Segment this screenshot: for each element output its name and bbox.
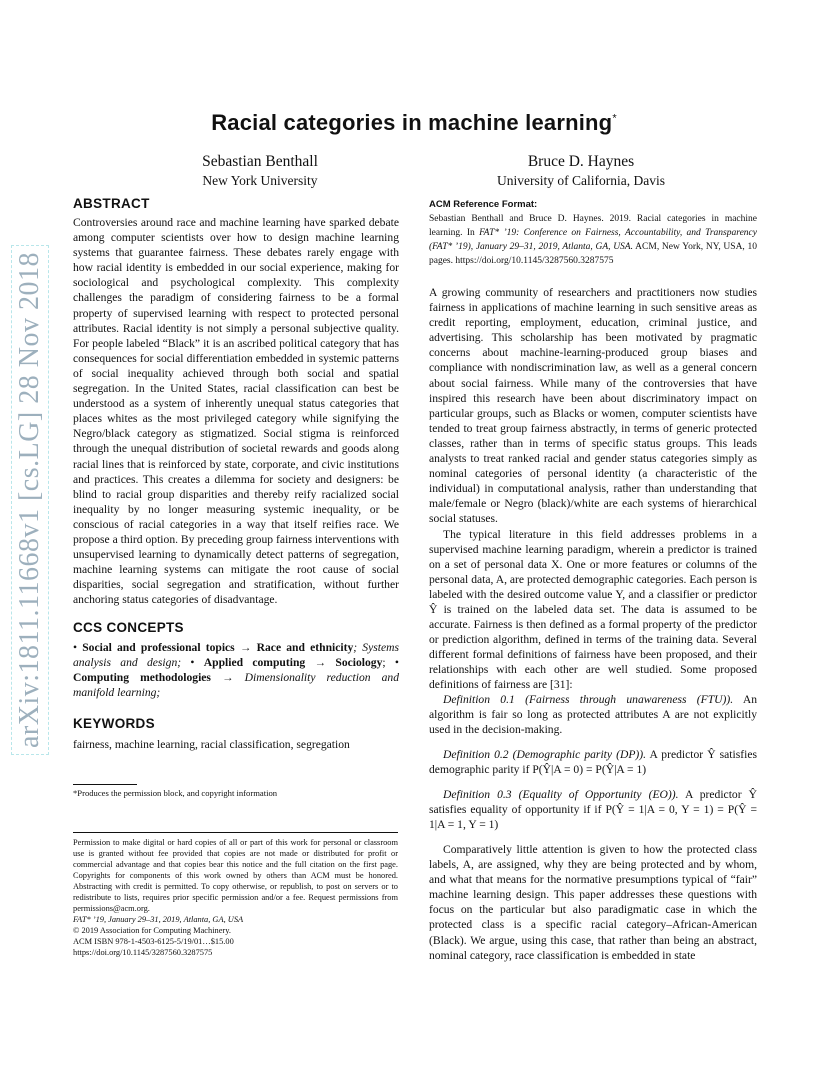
- paper-title: [0, 110, 828, 136]
- ccs-item: Applied computing: [203, 656, 306, 670]
- arxiv-stamp: [12, 250, 48, 750]
- footnote-rule: [73, 784, 137, 785]
- body-paragraph-3: [429, 842, 757, 963]
- definition-label: Definition 0.3 (Equality of Opportunity (EO)).: [443, 788, 679, 801]
- body-text: A growing community of researchers and practitioners now studies fairness in applications of machine learning in such sensitive areas as credit reporting, employment, education, criminal justice, and advertising. This scholarship has been motivated by pragmatic concerns about machine-learning-produced group biases and compliance with nondiscrimination law, as well as a general concern about social fairness. While many of the controversies that have inspired this research have been about discriminatory impact on particular groups, such as Blacks or women, computer scientists have tended to treat group fairness abstractly, in terms of generic protected classes, rather than in terms of specific status groups. This leads analysts to treat ranked racial and gender status categories simply as nominal categories of personal identity (a characteristic of the individual) in computational analysis, rather than understanding that male/female or Negro (black)/white are each systems of hierarchical social statuses.: [429, 286, 757, 526]
- definition-1: [429, 692, 757, 737]
- ccs-text: • Social and professional topics → Race and ethnicity; Systems analysis and design; • Applied computing → Sociology; • Computing methodologies → Dimensionality reduction and manifold learning;: [73, 641, 400, 700]
- definition-3: [429, 787, 757, 832]
- permission-venue: FAT* ’19, January 29–31, 2019, Atlanta, GA, USA: [73, 915, 244, 924]
- body-text: The typical literature in this field addresses problems in a supervised machine learning paradigm, wherein a predictor is trained on a set of personal data X. One or more features or columns of the personal data, A, are protected demographic categories. Each person is labeled with the desired outcome value Y, and a classifier or predictor Ŷ is trained on the labeled data set. The data is assumed to be accurate. Fairness is then defined as a formal property of the predictor or prediction algorithm, defined in terms of the training data. Several different formal definitions of fairness have been proposed, and their relationships with each other are well studied. Some proposed definitions of fairness are [31]:: [429, 527, 757, 692]
- author-affiliation: University of California, Davis: [497, 173, 665, 188]
- ccs-concepts: [73, 640, 399, 700]
- body-text: Comparatively little attention is given to how the protected class labels, A, are assigned, why they are being protected and by whom, and what that means for the normative presumptions typical of “fair” machine learning design. This paper addresses these questions with focus on the particular but also paradigmatic case in which the protected class is a specific racial category–African-American (Black). We argue, using this case, that rather than being an abstract, nominal category, race classification is embedded in state: [429, 843, 757, 962]
- definition-2: [429, 747, 757, 777]
- paper-title-text: Racial categories in machine learning: [211, 110, 613, 135]
- permission-rule: [73, 832, 398, 833]
- permission-copyright: © 2019 Association for Computing Machinery.: [73, 926, 231, 935]
- arxiv-stamp-text: arXiv:1811.11668v1 [cs.LG] 28 Nov 2018: [11, 245, 49, 755]
- abstract-text: [73, 215, 399, 607]
- definition-label: Definition 0.1 (Fairness through unawareness (FTU)).: [443, 693, 734, 706]
- definition-text: An algorithm is fair so long as protected attributes A are not explicitly used in the decision-making.: [429, 693, 757, 737]
- keywords-heading: KEYWORDS: [73, 716, 155, 731]
- abstract-heading: ABSTRACT: [73, 196, 150, 211]
- ccs-item: Race and ethnicity: [256, 641, 354, 654]
- author-affiliation: New York University: [202, 173, 318, 188]
- reference-format-heading: ACM Reference Format:: [429, 199, 538, 210]
- permission-isbn: ACM ISBN 978-1-4503-6125-5/19/01…$15.00: [73, 937, 234, 946]
- definition-label: Definition 0.2 (Demographic parity (DP)).: [443, 748, 647, 761]
- author-1: [160, 152, 360, 190]
- abstract-paragraph: Controversies around race and machine learning have sparked debate among computer scientists over how to design machine learning systems that guarantee fairness. These debates rarely engage with how racial identity is embedded in our social experience, making for sociological and psychological complexity. This complexity challenges the paradigm of considering fairness to be a formal property of supervised learning with respect to protected personal attributes. Racial identity is not simply a personal subjective quality. For people labeled “Black” it is an ascribed political category that has consequences for social differentiation embedded in systemic patterns of social inequality achieved through both social and spatial segregation. In the United States, racial classification can best be understood as a system of inherently unequal status categories that places whites as the most privileged category while signifying the Negro/black category as stigmatized. Social stigma is reinforced through the unequal distribution of societal rewards and goods along racial lines that is reinforced by state, corporate, and civic institutions and practices. This creates a dilemma for society and designers: be blind to racial group disparities and thereby reify racialized social inequality by no longer measuring systemic inequality, or be conscious of racial categories in a way that itself reifies race. We propose a third option. By preceding group fairness interventions with unsupervised learning to dynamically detect patterns of segregation, machine learning systems can mitigate the root cause of social disparities, social segregation and stratification, without further anchoring status categories of disadvantage.: [73, 216, 399, 607]
- permission-doi: https://doi.org/10.1145/3287560.3287575: [73, 948, 213, 957]
- permission-text: Permission to make digital or hard copies of all or part of this work for personal or classroom use is granted without fee provided that copies are not made or distributed for profit or commercial advantage and that copies bear this notice and the full citation on the first page. Copyrights for components of this work owned by others than ACM must be honored. Abstracting with credit is permitted. To copy otherwise, or republish, to post on servers or to redistribute to lists, requires prior specific permission and/or a fee. Request permissions from permissions@acm.org.: [73, 838, 398, 913]
- definition-text: A predictor Ŷ satisfies equality of opportunity if if P(Ŷ = 1|A = 0, Y = 1) = P(Ŷ = 1|A = 1, Y = 1): [429, 788, 757, 832]
- author-2: [466, 152, 696, 190]
- author-name: Bruce D. Haynes: [527, 153, 635, 170]
- definition-text: A predictor Ŷ satisfies demographic parity if P(Ŷ|A = 0) = P(Ŷ|A = 1): [429, 748, 757, 777]
- ccs-item: Social and professional topics: [82, 641, 235, 654]
- body-paragraph-1: [429, 285, 757, 693]
- keywords-text: fairness, machine learning, racial classification, segregation: [73, 738, 350, 751]
- title-footnote-mark: *: [612, 112, 617, 125]
- ccs-item: Sociology: [335, 656, 383, 670]
- ccs-item: Computing methodologies: [73, 671, 211, 685]
- title-footnote: *Produces the permission block, and copyright information: [73, 788, 278, 798]
- ccs-heading: CCS CONCEPTS: [73, 620, 184, 635]
- permission-block: [73, 837, 398, 958]
- reference-format-text: Sebastian Benthall and Bruce D. Haynes. 2019. Racial categories in machine learning. In FAT* ’19: Conference on Fairness, Accountability, and Transparency (FAT* ’19), January 29–31, 2019, Atlanta, GA, USA. ACM, New York, NY, USA, 10 pages. https://doi.org/10.1145/3287560.3287575: [429, 214, 758, 266]
- author-name: Sebastian Benthall: [202, 153, 318, 170]
